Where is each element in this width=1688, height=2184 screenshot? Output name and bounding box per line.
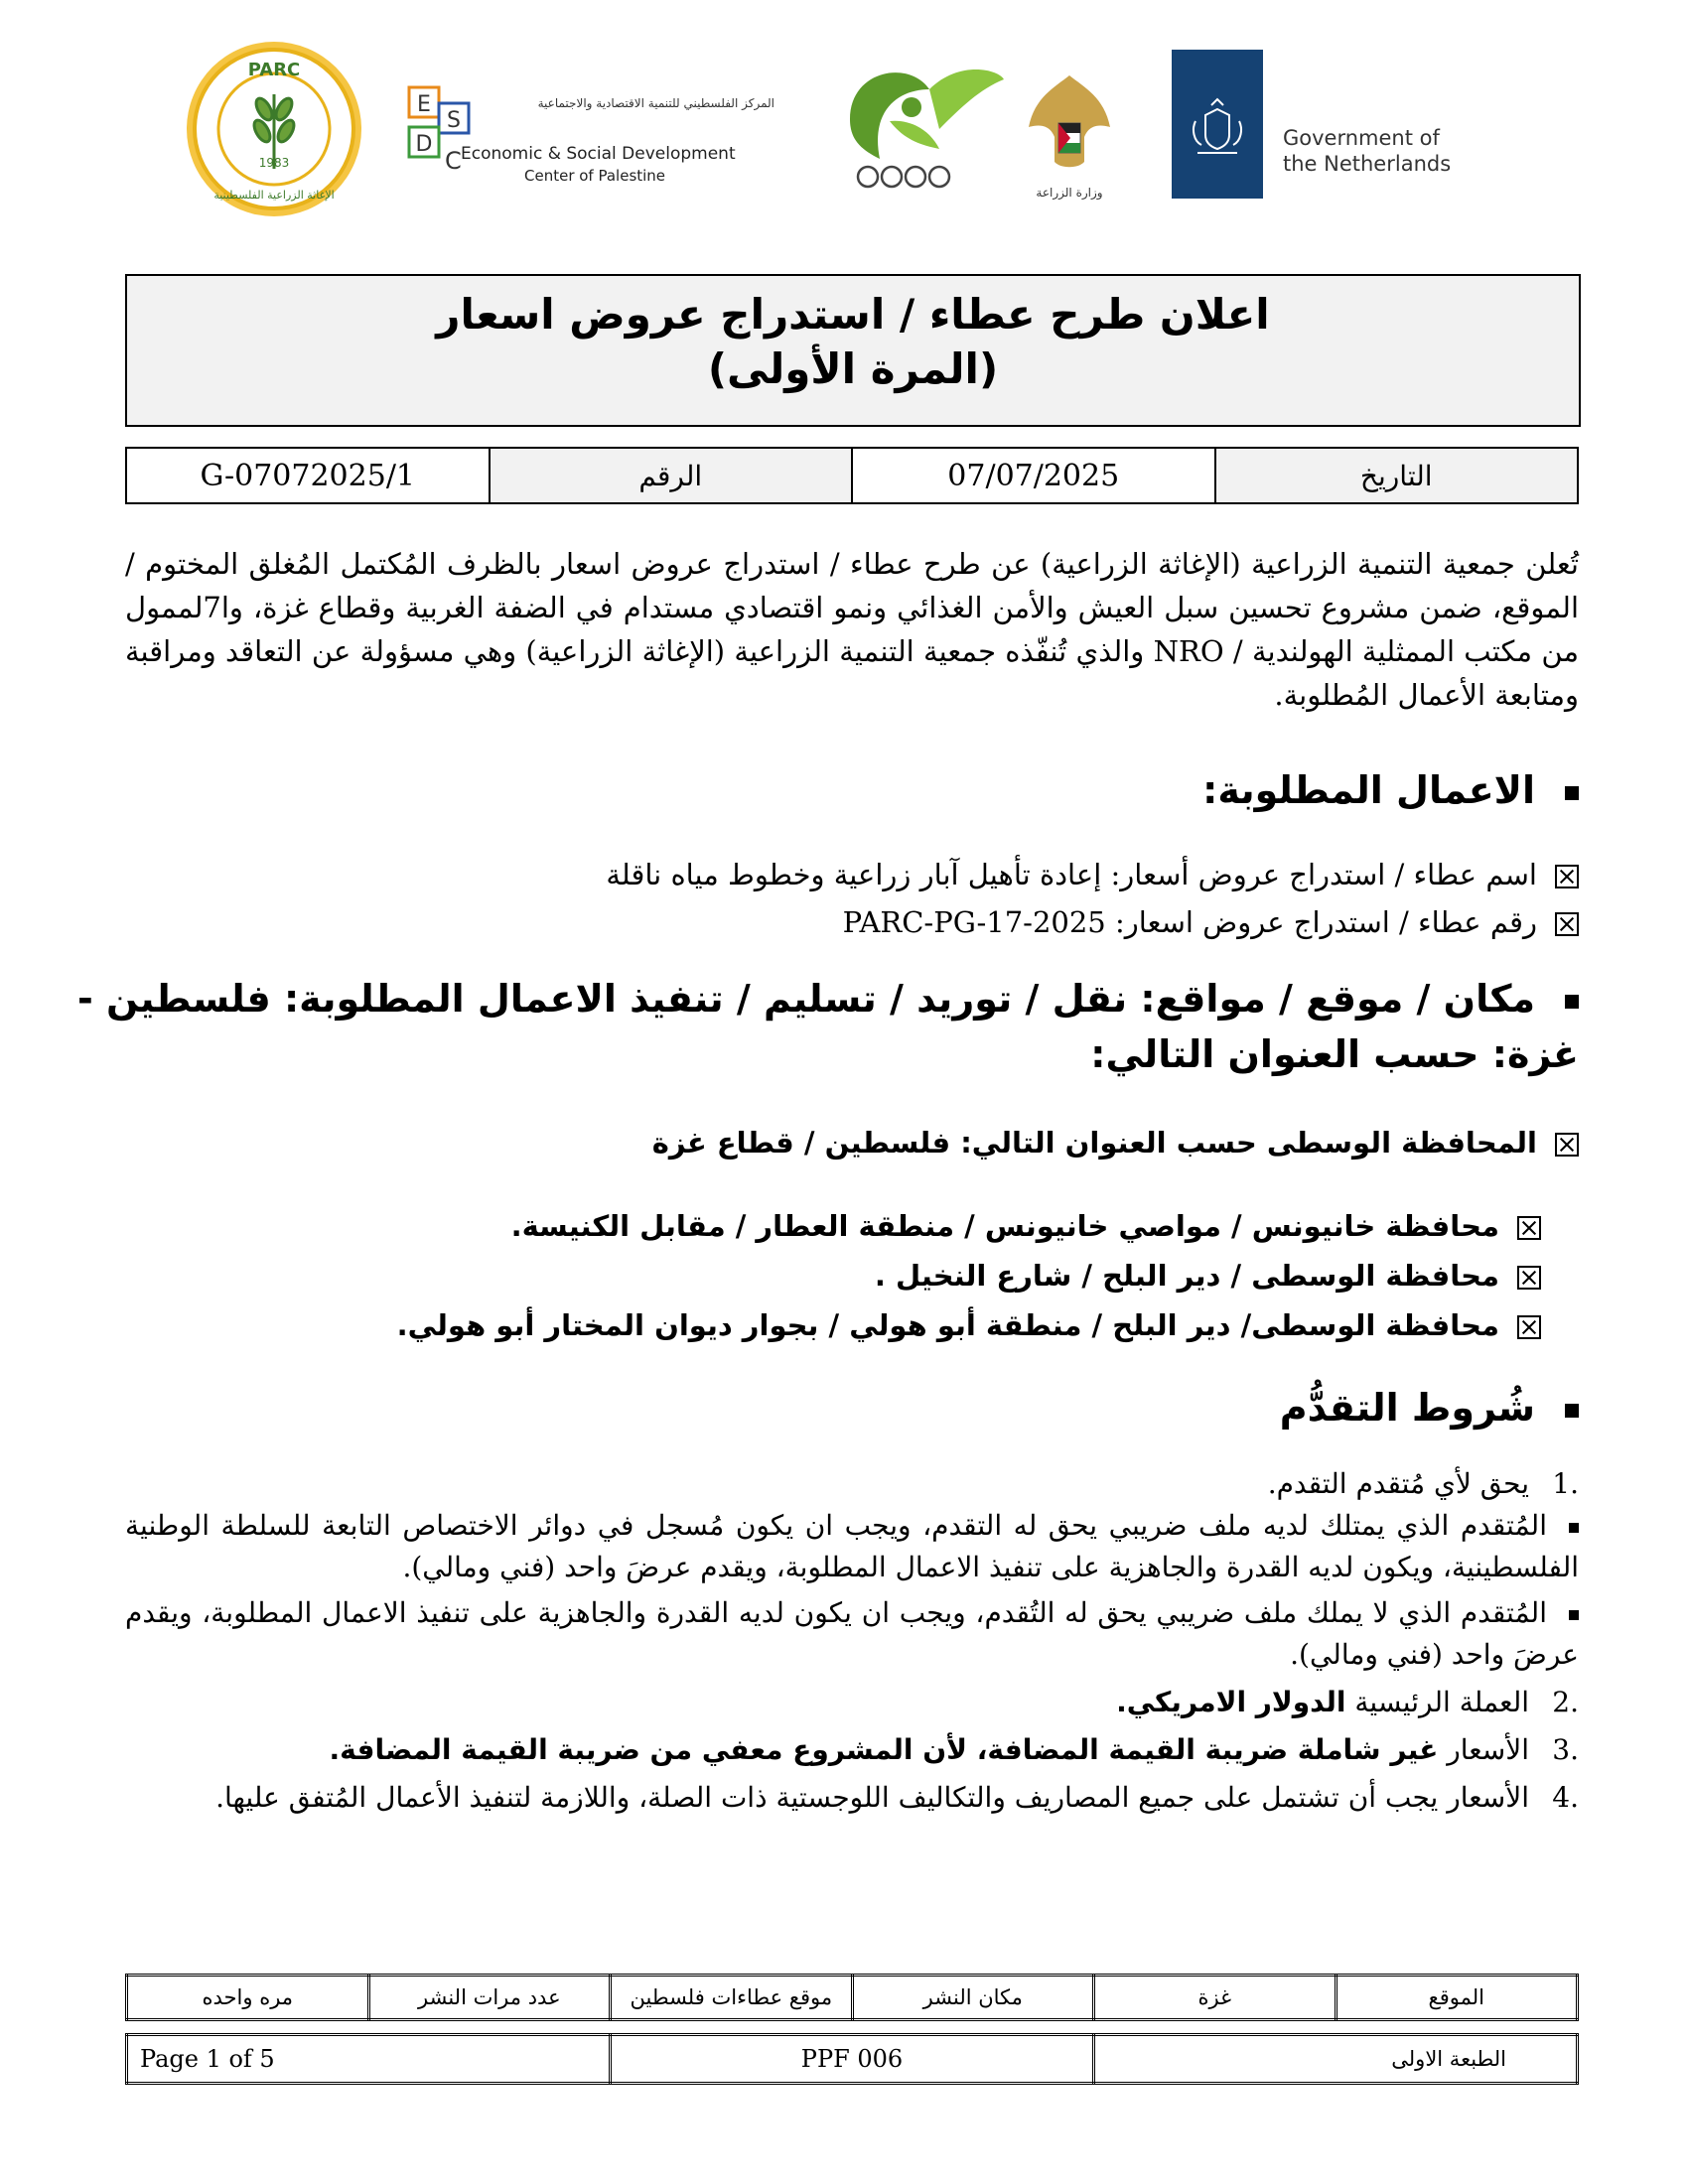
logo-row [179, 40, 1519, 213]
esdc-english-1: Economic & Social Development [461, 144, 736, 164]
condition-1 [125, 1463, 1579, 1505]
condition-2-text: العملة الرئيسية [1345, 1686, 1529, 1718]
ministry-emblem [1015, 58, 1124, 206]
footer-form-code: PPF 006 [611, 2035, 1094, 2084]
footer-cell: عدد مرات النشر [368, 1976, 610, 2020]
eagle-icon [1029, 75, 1110, 167]
location-site-1-text: محافظة خانيونس / مواصي خانيونس / منطقة العطار / مقابل الكنيسة. [510, 1209, 1499, 1243]
footer-publication-table [125, 1974, 1579, 2021]
conditions-heading-text: شُروط التقدُّم [1279, 1386, 1535, 1430]
svg-text:C: C [445, 147, 462, 175]
location-heading [77, 971, 1579, 1082]
footer-cell: الموقع [1336, 1976, 1577, 2020]
works-item-name-text: اسم عطاء / استدراج عروض أسعار: إعادة تأهيل آبار زراعية وخطوط مياه ناقلة [606, 858, 1537, 891]
esdc-logo [405, 83, 782, 193]
condition-4-text: الأسعار يجب أن تشتمل على جميع المصاريف والتكاليف اللوجستية ذات الصلة، واللازمة لتنفيذ الأعمال المُتفق عليها. [215, 1781, 1529, 1814]
title-box [125, 274, 1581, 427]
checkbox-x-icon [1555, 1133, 1579, 1157]
location-site-1 [511, 1203, 1541, 1249]
works-item-number-text: رقم عطاء / استدراج عروض اسعار: PARC-PG-17-2025 [842, 905, 1537, 939]
location-main [652, 1120, 1579, 1165]
location-main-text: المحافظة الوسطى حسب العنوان التالي: فلسطين / قطاع غزة [651, 1126, 1537, 1160]
netherlands-logo [1172, 50, 1509, 199]
condition-1-number: .1 [1552, 1467, 1579, 1500]
checkbox-x-icon [1517, 1315, 1541, 1339]
parc-year: 1983 [258, 156, 290, 170]
leaf-logo [820, 50, 1009, 199]
footer-cell: موقع عطاءات فلسطين [611, 1976, 852, 2020]
condition-bullet-2 [125, 1592, 1579, 1676]
parc-logo [185, 40, 363, 218]
svg-text:D: D [415, 132, 433, 157]
rings-icon [858, 167, 949, 187]
condition-4 [125, 1777, 1579, 1819]
footer-cell: مكان النشر [852, 1976, 1093, 2020]
condition-3 [125, 1729, 1579, 1771]
square-bullet-icon [1565, 995, 1579, 1009]
condition-bullet-2-text: المُتقدم الذي لا يملك ملف ضريبي يحق له التُقدم، ويجب ان يكون لديه القدرة والجاهزية على تنفيذ الاعمال المطلوبة، ويقدم عرضَ واحد (فني ومالي). [125, 1596, 1579, 1671]
location-heading-line1: مكان / موقع / مواقع: نقل / توريد / تسليم / تنفيذ الاعمال المطلوبة: فلسطين - [76, 977, 1535, 1021]
condition-2 [125, 1682, 1579, 1723]
parc-text: PARC [247, 60, 301, 80]
condition-2-bold: الدولار الامريكي. [1116, 1686, 1346, 1718]
location-heading-line2: غزة: حسب العنوان التالي: [1090, 1032, 1579, 1076]
page-subtitle: (المرة الأولى) [707, 344, 999, 393]
info-table [125, 447, 1579, 504]
number-label: الرقم [490, 448, 853, 503]
condition-4-number: .4 [1552, 1781, 1579, 1814]
location-site-3 [397, 1302, 1541, 1348]
checkbox-x-icon [1517, 1216, 1541, 1240]
checkbox-x-icon [1555, 865, 1579, 888]
condition-3-number: .3 [1552, 1733, 1579, 1766]
netherlands-crest-icon [1172, 50, 1263, 199]
works-heading-text: الاعمال المطلوبة: [1202, 768, 1535, 812]
number-value: G-07072025/1 [126, 448, 490, 503]
location-site-2 [875, 1253, 1541, 1298]
footer-cell: مره واحده [127, 1976, 369, 2020]
condition-bullet-1 [125, 1505, 1579, 1588]
svg-text:S: S [447, 108, 461, 133]
leaf-icon [850, 69, 1004, 159]
works-item-number [843, 899, 1579, 945]
square-bullet-icon [1565, 1404, 1579, 1418]
condition-1-text: يحق لأي مُتقدم التقدم. [1267, 1467, 1529, 1500]
condition-bullet-1-text: المُتقدم الذي يمتلك لديه ملف ضريبي يحق له التقدم، ويجب ان يكون مُسجل في دوائر الاختصاص التابعة للسلطة الوطنية الفلسطينية، ويكون لديه القدرة والجاهزية على تنفيذ الاعمال المطلوبة، ويقدم عرضَ واحد (فني ومالي). [125, 1509, 1579, 1583]
checkbox-x-icon [1555, 912, 1579, 936]
condition-3-text: الأسعار [1438, 1733, 1529, 1766]
footer-page-table [125, 2033, 1579, 2085]
conditions-heading [1280, 1386, 1579, 1430]
footer-cell: غزة [1094, 1976, 1336, 2020]
works-heading [1202, 768, 1579, 812]
page-title: اعلان طرح عطاء / استدراج عروض اسعار [436, 290, 1270, 339]
square-bullet-icon [1569, 1610, 1579, 1620]
esdc-arabic: المركز الفلسطيني للتنمية الاقتصادية والاجتماعية [537, 96, 774, 110]
parc-arabic-name: الإغاثة الزراعية الفلسطينية [213, 189, 335, 202]
location-site-2-text: محافظة الوسطى / دير البلح / شارع النخيل . [874, 1259, 1499, 1293]
svg-text:E: E [417, 92, 431, 117]
condition-3-bold: غير شاملة ضريبة القيمة المضافة، لأن المشروع معفي من ضريبة القيمة المضافة. [329, 1733, 1439, 1766]
esdc-english-2: Center of Palestine [524, 167, 666, 185]
square-bullet-icon [1565, 786, 1579, 800]
condition-2-number: .2 [1552, 1686, 1579, 1718]
netherlands-line1: Government of [1283, 126, 1440, 150]
location-site-3-text: محافظة الوسطى/ دير البلح / منطقة أبو هولي / بجوار ديوان المختار أبو هولي. [396, 1308, 1499, 1342]
intro-paragraph: تُعلن جمعية التنمية الزراعية (الإغاثة الزراعية) عن طرح عطاء / استدراج عروض اسعار بالظرف المُكتمل المُغلق المختوم / الموقع، ضمن مشروع تحسين سبل العيش والأمن الغذائي ونمو اقتصادي مستدام في الضفة الغربية وقطاع غزة، وا7لممول من مكتب الممثلية الهولندية / NRO والذي تُنفّذه جمعية التنمية الزراعية (الإغاثة الزراعية) وهي مسؤولة عن التعاقد ومراقبة ومتابعة الأعمال المُطلوبة. [125, 547, 1579, 712]
works-item-name [606, 852, 1579, 897]
date-label: التاريخ [1215, 448, 1579, 503]
ministry-caption: وزارة الزراعة [1036, 186, 1103, 200]
square-bullet-icon [1569, 1523, 1579, 1533]
footer-edition: الطبعة الاولى [1094, 2035, 1578, 2084]
checkbox-x-icon [1517, 1266, 1541, 1290]
date-value: 07/07/2025 [852, 448, 1215, 503]
netherlands-line2: the Netherlands [1283, 152, 1452, 176]
footer-page-number: Page 1 of 5 [127, 2035, 611, 2084]
